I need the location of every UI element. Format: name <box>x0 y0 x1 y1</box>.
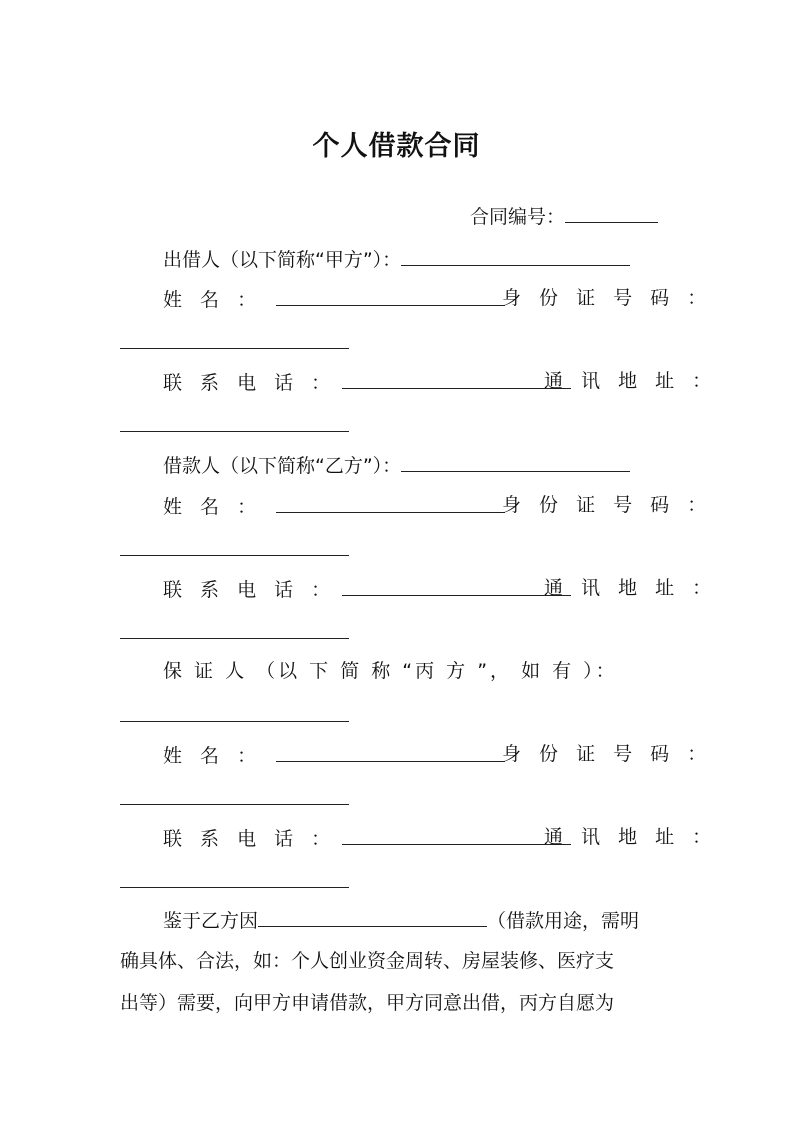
id-label: 身 份 证 号 码 ： <box>502 494 713 516</box>
borrower-id-label-wrap <box>502 490 712 520</box>
borrower-phone-blank[interactable] <box>342 573 571 596</box>
lender-heading: 出借人（以下简称“甲方”）： <box>163 249 402 271</box>
paragraph-after-blank: （借款用途，需明 <box>487 910 640 932</box>
page-title: 个人借款合同 <box>312 131 481 162</box>
borrower-heading-row <box>163 449 630 481</box>
borrower-name-blank[interactable] <box>276 490 505 513</box>
phone-label: 联 系 电 话 ： <box>163 372 337 394</box>
guarantor-id-blank[interactable] <box>120 804 349 805</box>
paragraph-line-3: 出等）需要，向甲方申请借款，甲方同意出借，丙方自愿为 <box>120 992 615 1014</box>
lender-address-label-wrap <box>544 366 717 396</box>
contract-number-label: 合同编号： <box>470 206 566 228</box>
borrower-id-blank[interactable] <box>120 555 349 556</box>
paragraph-start: 鉴于乙方因 <box>163 910 259 932</box>
guarantor-phone-row <box>163 822 571 854</box>
borrower-name-row <box>163 490 505 522</box>
loan-purpose-blank[interactable] <box>258 904 487 927</box>
phone-label: 联 系 电 话 ： <box>163 828 337 850</box>
lender-blank[interactable] <box>401 243 630 266</box>
guarantor-blank[interactable] <box>120 721 349 722</box>
guarantor-name-blank[interactable] <box>276 739 505 762</box>
lender-id-blank[interactable] <box>120 348 349 349</box>
lender-name-blank[interactable] <box>276 283 505 306</box>
guarantor-address-blank[interactable] <box>120 887 349 888</box>
lender-id-label-wrap <box>502 283 712 313</box>
guarantor-heading-row <box>120 656 673 686</box>
paragraph-line-1 <box>163 904 639 936</box>
borrower-heading: 借款人（以下简称“乙方”）： <box>163 455 402 477</box>
guarantor-heading: 保 证 人 （以 下 简 称 “丙 方 ”， 如 有 ）： <box>163 660 618 682</box>
lender-heading-row <box>163 243 630 275</box>
borrower-blank[interactable] <box>401 449 630 472</box>
lender-name-row <box>163 283 505 315</box>
contract-number-blank[interactable] <box>565 200 658 223</box>
guarantor-id-label-wrap <box>502 739 712 769</box>
lender-phone-row <box>163 366 571 398</box>
id-label: 身 份 证 号 码 ： <box>502 743 713 765</box>
guarantor-phone-blank[interactable] <box>342 822 571 845</box>
name-label: 姓 名 ： <box>163 289 263 311</box>
name-label: 姓 名 ： <box>163 745 263 767</box>
guarantor-address-label-wrap <box>544 822 717 852</box>
name-label: 姓 名 ： <box>163 496 263 518</box>
borrower-address-blank[interactable] <box>120 638 349 639</box>
contract-number-row <box>470 200 658 232</box>
borrower-address-label-wrap <box>544 573 717 603</box>
lender-address-blank[interactable] <box>120 431 349 432</box>
id-label: 身 份 证 号 码 ： <box>502 287 713 309</box>
address-label: 通 讯 地 址 ： <box>544 826 718 848</box>
phone-label: 联 系 电 话 ： <box>163 579 337 601</box>
paragraph-line-2: 确具体、合法，如：个人创业资金周转、房屋装修、医疗支 <box>120 950 615 972</box>
guarantor-name-row <box>163 739 505 771</box>
address-label: 通 讯 地 址 ： <box>544 370 718 392</box>
borrower-phone-row <box>163 573 571 605</box>
lender-phone-blank[interactable] <box>342 366 571 389</box>
address-label: 通 讯 地 址 ： <box>544 577 718 599</box>
